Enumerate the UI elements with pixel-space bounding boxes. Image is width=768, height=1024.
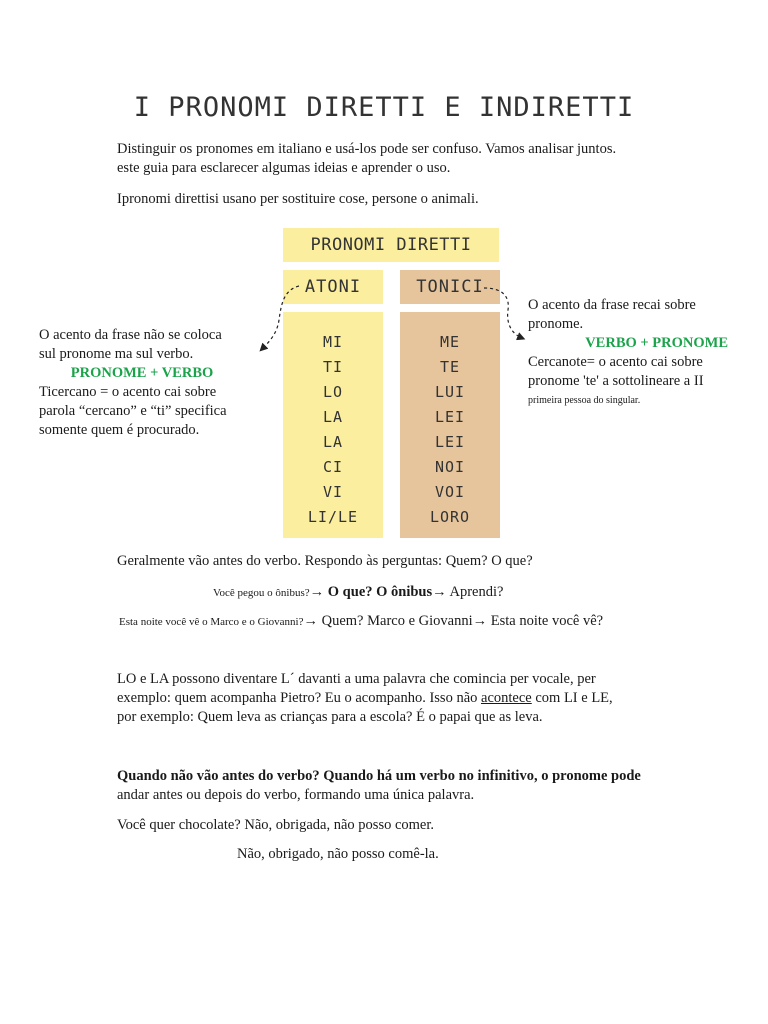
tonici-item: NOI <box>434 458 466 476</box>
intro-line-1: Distinguir os pronomes em italiano e usá-los pode ser confuso. Vamos analisar juntos. <box>117 141 617 157</box>
example-question: Você pegou o ônibus? <box>213 587 310 599</box>
right-note-line: pronome. <box>528 316 584 332</box>
page-title: I PRONOMI DIRETTI E INDIRETTI <box>133 92 635 123</box>
tonici-column <box>400 312 500 538</box>
atoni-item: LA <box>322 433 344 451</box>
atoni-item: LI/LE <box>307 508 359 526</box>
left-note-line: O acento da frase não se coloca <box>39 327 222 343</box>
elision-line <box>117 689 639 708</box>
infinitive-question: Quando não vão antes do verbo? Quando há um verbo no infinitivo, o pronome pode <box>117 768 641 784</box>
left-arrow-icon <box>255 282 305 354</box>
tonici-header: TONICI <box>400 270 500 304</box>
elision-text: com LI e LE, <box>531 690 613 706</box>
atoni-item: TI <box>322 358 344 376</box>
right-note-label: VERBO + PRONOME <box>585 335 728 351</box>
atoni-item: CI <box>322 458 344 476</box>
tonici-item: TE <box>439 358 461 376</box>
left-note <box>39 326 245 440</box>
usage-example-1 <box>213 583 503 603</box>
left-note-line: Ticercano = o acento cai sobre <box>39 384 217 400</box>
atoni-item: VI <box>322 483 344 501</box>
usage-example-2 <box>119 612 603 632</box>
infinitive-paragraph <box>117 767 677 805</box>
intro-paragraph <box>117 140 662 178</box>
usage-intro: Geralmente vão antes do verbo. Respondo às perguntas: Quem? O que? <box>117 553 533 569</box>
right-note-line: O acento da frase recai sobre <box>528 297 696 313</box>
right-note-line: pronome 'te' a sottolineare a II <box>528 373 704 389</box>
left-note-line: sul pronome ma sul verbo. <box>39 346 194 362</box>
infinitive-example: Você quer chocolate? Não, obrigada, não posso comer. <box>117 817 435 833</box>
example-question: Esta noite você vê o Marco e o Giovanni? <box>119 616 304 628</box>
elision-text: exemplo: quem acompanha Pietro? Eu o acompanho. Isso não <box>117 690 482 706</box>
elision-line: por exemplo: Quem leva as crianças para a escola? É o papai que as leva. <box>117 709 543 725</box>
right-note-line: primeira pessoa do singular. <box>528 395 641 406</box>
atoni-item: LO <box>322 383 344 401</box>
intro-line-2: este guia para esclarecer algumas ideias e aprender o uso. <box>117 160 451 176</box>
example-result: → Aprendi? <box>432 584 504 600</box>
elision-paragraph <box>117 670 639 727</box>
atoni-header: ATONI <box>283 270 383 304</box>
example-answer: → O que? O ônibus <box>309 584 433 600</box>
tonici-item: LUI <box>434 383 466 401</box>
elision-underlined-word: acontece <box>481 690 532 706</box>
left-note-line: somente quem é procurado. <box>39 422 200 438</box>
tonici-item: ME <box>439 333 461 351</box>
left-note-label: PRONOME + VERBO <box>70 365 214 381</box>
example-answer: → Quem? Marco e Giovanni→ Esta noite você vê? <box>303 613 604 629</box>
table-header: PRONOMI DIRETTI <box>283 228 499 262</box>
tonici-item: VOI <box>434 483 466 501</box>
right-arrow-icon <box>480 282 530 344</box>
tonici-item: LEI <box>434 408 466 426</box>
infinitive-example-alt: Não, obrigado, não posso comê-la. <box>237 846 439 862</box>
tonici-item: LEI <box>434 433 466 451</box>
left-note-line: parola “cercano” e “ti” specifica <box>39 403 227 419</box>
atoni-item: LA <box>322 408 344 426</box>
atoni-item: MI <box>322 333 344 351</box>
definition-text: Ipronomi direttisi usano per sostituire cose, persone o animali. <box>117 191 479 207</box>
infinitive-line: andar antes ou depois do verbo, formando uma única palavra. <box>117 787 475 803</box>
right-note <box>528 296 728 410</box>
right-note-line: Cercanote= o acento cai sobre <box>528 354 703 370</box>
elision-line: LO e LA possono diventare L´ davanti a uma palavra che comincia per vocale, per <box>117 671 596 687</box>
tonici-item: LORO <box>429 508 471 526</box>
